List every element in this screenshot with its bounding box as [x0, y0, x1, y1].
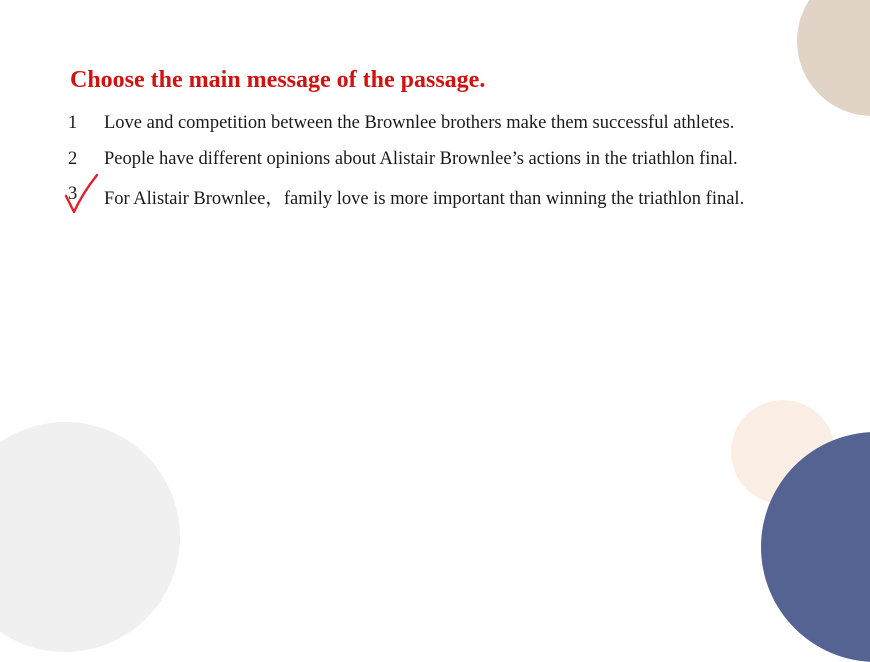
decorative-circle-top-right: [797, 0, 870, 116]
decorative-circle-bottom-left: [0, 422, 180, 652]
check-mark-icon: [64, 172, 100, 216]
option-number: 2: [68, 148, 78, 169]
question-title: Choose the main message of the passage.: [70, 67, 486, 93]
option-number: 3: [68, 184, 78, 204]
option-text: People have different opinions about Alistair Brownlee’s actions in the triathlon final.: [104, 148, 738, 169]
option-number: 1: [68, 113, 78, 133]
option-text: For Alistair Brownlee，family love is more important than winning the triathlon final.: [104, 189, 745, 209]
option-text: Love and competition between the Brownlee brothers make them successful athletes.: [104, 113, 735, 133]
